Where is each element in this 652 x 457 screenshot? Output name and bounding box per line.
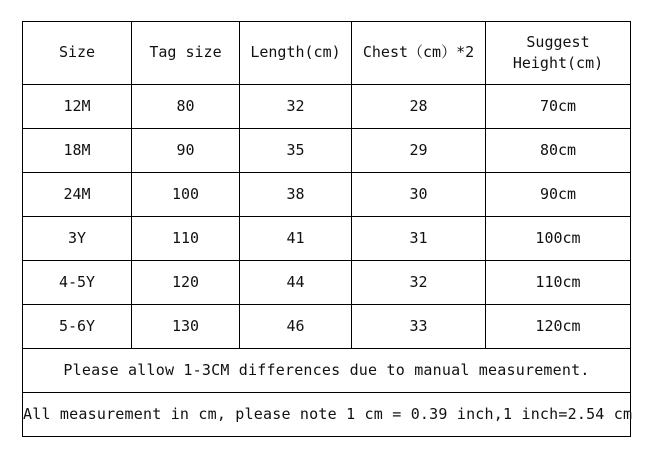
cell-length: 46 — [240, 304, 352, 348]
note-measurement-tolerance-text: Please allow 1-3CM differences due to manual measurement. — [63, 360, 590, 379]
cell-suggest-height: 110cm — [486, 260, 631, 304]
column-header-chest-line1: Chest（cm）*2 — [362, 43, 475, 62]
column-header-size-line1: Size — [58, 43, 96, 62]
column-header-suggest-height — [486, 21, 631, 84]
cell-chest: 32 — [352, 260, 486, 304]
column-header-tag-size-line1: Tag size — [149, 43, 222, 62]
cell-suggest-height: 90cm — [486, 172, 631, 216]
cell-chest: 29 — [352, 128, 486, 172]
cell-size: 24M — [23, 172, 132, 216]
cell-suggest-height: 70cm — [486, 84, 631, 128]
cell-length: 44 — [240, 260, 352, 304]
cell-length: 41 — [240, 216, 352, 260]
cell-tag-size: 100 — [132, 172, 240, 216]
column-header-chest — [352, 21, 486, 84]
table-row — [23, 128, 631, 172]
table-row — [23, 216, 631, 260]
size-chart-table — [22, 21, 631, 437]
cell-length: 38 — [240, 172, 352, 216]
cell-suggest-height: 120cm — [486, 304, 631, 348]
note-unit-conversion-text: All measurement in cm, please note 1 cm = 0.39 inch,1 inch=2.54 cm — [23, 404, 633, 423]
table-body — [23, 84, 631, 348]
cell-size: 4-5Y — [23, 260, 132, 304]
cell-chest: 33 — [352, 304, 486, 348]
note-row — [23, 348, 631, 392]
cell-size: 12M — [23, 84, 132, 128]
table-row — [23, 172, 631, 216]
cell-tag-size: 120 — [132, 260, 240, 304]
table-row — [23, 260, 631, 304]
column-header-tag-size — [132, 21, 240, 84]
cell-length: 32 — [240, 84, 352, 128]
cell-tag-size: 110 — [132, 216, 240, 260]
cell-tag-size: 90 — [132, 128, 240, 172]
cell-tag-size: 130 — [132, 304, 240, 348]
cell-chest: 28 — [352, 84, 486, 128]
column-header-size — [23, 21, 132, 84]
cell-length: 35 — [240, 128, 352, 172]
cell-suggest-height: 80cm — [486, 128, 631, 172]
column-header-suggest-height-line1: Suggest — [526, 33, 590, 52]
table-row — [23, 84, 631, 128]
note-measurement-tolerance — [23, 348, 631, 392]
table-header-row — [23, 21, 631, 84]
cell-suggest-height: 100cm — [486, 216, 631, 260]
cell-size: 18M — [23, 128, 132, 172]
cell-tag-size: 80 — [132, 84, 240, 128]
cell-chest: 31 — [352, 216, 486, 260]
column-header-length — [240, 21, 352, 84]
cell-chest: 30 — [352, 172, 486, 216]
table-header — [23, 21, 631, 84]
cell-size: 5-6Y — [23, 304, 132, 348]
cell-size: 3Y — [23, 216, 132, 260]
table-row — [23, 304, 631, 348]
table-footer — [23, 348, 631, 436]
note-row — [23, 392, 631, 436]
column-header-length-line1: Length(cm) — [250, 43, 341, 62]
column-header-suggest-height-line2: Height(cm) — [512, 53, 604, 72]
note-unit-conversion — [23, 392, 631, 436]
